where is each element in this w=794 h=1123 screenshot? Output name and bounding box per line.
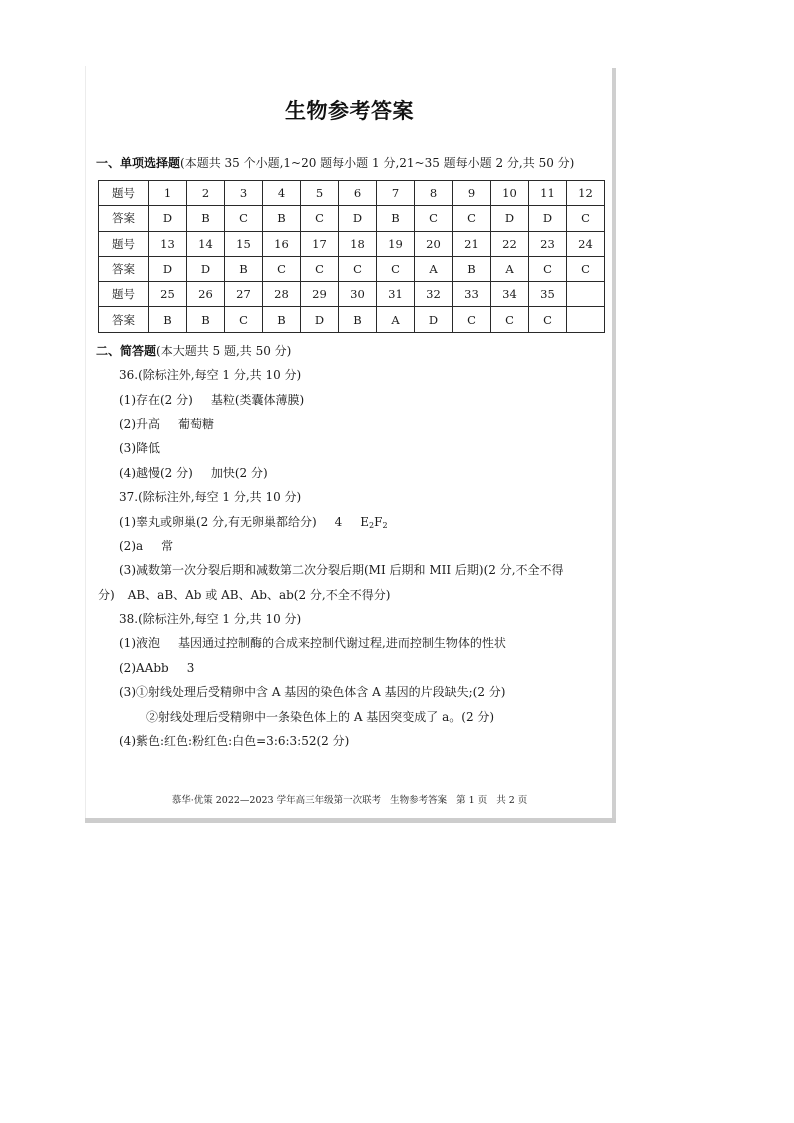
table-row-answers (99, 206, 605, 231)
q36-answer-2-part-2: 葡萄糖 (178, 416, 215, 431)
question-number-cell: 16 (263, 231, 301, 256)
q37-answer-3-text: (3)减数第一次分裂后期和减数第二次分裂后期(MI 后期和 MII 后期)(2 分,不全不得 (119, 563, 564, 578)
question-number-cell: 15 (225, 231, 263, 256)
table-row-question-numbers (99, 231, 605, 256)
answer-cell: C (263, 256, 301, 281)
answer-cell: B (149, 307, 187, 332)
section2-label: 二、简答题 (96, 343, 157, 358)
table-row-question-numbers (99, 282, 605, 307)
q38-answer-3-line-2 (86, 705, 612, 729)
question-number-cell: 8 (415, 181, 453, 206)
page-shadow-right (612, 68, 616, 823)
question-number-cell: 30 (339, 282, 377, 307)
answer-cell: A (491, 256, 529, 281)
answer-cell: C (377, 256, 415, 281)
q38-answer-3-item-1: (3)①射线处理后受精卵中含 A 基因的染色体含 A 基因的片段缺失;(2 分) (119, 685, 506, 700)
question-number-cell: 25 (149, 282, 187, 307)
footer-page-number: 第 1 页 (456, 795, 488, 806)
question-number-cell: 17 (301, 231, 339, 256)
answer-cell: B (263, 206, 301, 231)
question-number-cell: 3 (225, 181, 263, 206)
q36-answer-4 (86, 461, 612, 485)
answer-cell: B (339, 307, 377, 332)
q38-header (86, 607, 612, 631)
answer-cell: C (339, 256, 377, 281)
table-row-answers (99, 307, 605, 332)
q37-answer-3-continuation: 分) (98, 587, 115, 602)
answer-cell: C (567, 256, 605, 281)
q36-header-text: 36.(除标注外,每空 1 分,共 10 分) (119, 368, 302, 383)
answer-cell: D (415, 307, 453, 332)
question-number-cell: 33 (453, 282, 491, 307)
q38-answer-4 (86, 729, 612, 753)
q37-answer-3-genotypes: AB、aB、Ab 或 AB、Ab、ab(2 分,不全不得分) (127, 587, 391, 602)
q37-answer-1 (86, 510, 612, 534)
answer-cell: B (187, 206, 225, 231)
q38-answer-2-part-1: (2)AAbb (119, 660, 169, 675)
question-number-cell: 6 (339, 181, 377, 206)
q37-answer-2-part-1: (2)a (119, 538, 144, 553)
q36-answer-1-part-1: (1)存在(2 分) (119, 392, 193, 407)
section1-note: (本题共 35 个小题,1~20 题每小题 1 分,21~35 题每小题 2 分,共 50 分) (180, 156, 575, 170)
question-number-cell: 23 (529, 231, 567, 256)
answer-cell: A (415, 256, 453, 281)
question-number-cell: 12 (567, 181, 605, 206)
answer-cell: D (301, 307, 339, 332)
q37-answer-2-part-2: 常 (161, 538, 174, 553)
answer-cell: C (225, 206, 263, 231)
question-number-cell: 31 (377, 282, 415, 307)
genotype-e-subscript: 2 (369, 520, 375, 530)
answer-cell: B (225, 256, 263, 281)
question-number-cell: 27 (225, 282, 263, 307)
question-number-cell: 18 (339, 231, 377, 256)
question-number-cell: 19 (377, 231, 415, 256)
genotype-e: E (360, 514, 370, 529)
q37-answer-1-text: (1)睾丸或卵巢(2 分,有无卵巢都给分) (119, 514, 317, 529)
answer-cell: C (453, 206, 491, 231)
question-number-cell: 34 (491, 282, 529, 307)
answer-cell: A (377, 307, 415, 332)
answer-cell: D (339, 206, 377, 231)
answer-cell: C (301, 206, 339, 231)
answer-cell: D (149, 206, 187, 231)
answer-cell: C (301, 256, 339, 281)
question-number-cell: 14 (187, 231, 225, 256)
q37-answer-2 (86, 534, 612, 558)
q36-header (86, 363, 612, 387)
answer-cell (567, 307, 605, 332)
answer-cell: B (263, 307, 301, 332)
footer-page-total: 共 2 页 (496, 795, 528, 806)
question-number-cell: 1 (149, 181, 187, 206)
question-number-cell: 2 (187, 181, 225, 206)
question-number-cell: 26 (187, 282, 225, 307)
answer-table (98, 180, 605, 333)
q36-answer-4-part-1: (4)越慢(2 分) (119, 465, 193, 480)
answer-cell: C (453, 307, 491, 332)
section1-label: 一、单项选择题 (96, 156, 181, 170)
q36-answer-1-part-2: 基粒(类囊体薄膜) (210, 392, 305, 407)
table-row-question-numbers (99, 181, 605, 206)
q38-answer-3-item-2: ②射线处理后受精卵中一条染色体上的 A 基因突变成了 a。(2 分) (146, 709, 495, 724)
table-row-label: 题号 (99, 231, 149, 256)
section2-heading (86, 339, 612, 363)
q36-answer-2 (86, 412, 612, 436)
q38-answer-3-line-1 (86, 680, 612, 704)
answer-cell: B (187, 307, 225, 332)
answer-cell: B (377, 206, 415, 231)
answer-cell: D (491, 206, 529, 231)
question-number-cell: 22 (491, 231, 529, 256)
answer-cell: C (529, 256, 567, 281)
section2 (86, 339, 612, 754)
footer-exam-name: 慕华·优策 2022—2023 学年高三年级第一次联考 (171, 795, 382, 806)
question-number-cell: 28 (263, 282, 301, 307)
q37-header-text: 37.(除标注外,每空 1 分,共 10 分) (119, 490, 302, 505)
q36-answer-4-part-2: 加快(2 分) (210, 465, 268, 480)
question-number-cell: 4 (263, 181, 301, 206)
q37-answer-1-number: 4 (334, 514, 343, 529)
table-row-label: 题号 (99, 282, 149, 307)
q38-answer-1 (86, 631, 612, 655)
q38-answer-2-part-2: 3 (186, 660, 195, 675)
page-title: 生物参考答案 (285, 99, 414, 123)
table-row-answers (99, 256, 605, 281)
table-row-label: 答案 (99, 256, 149, 281)
q38-answer-2 (86, 656, 612, 680)
answer-table-body (99, 181, 605, 333)
q37-answer-1-genotype (360, 515, 387, 529)
question-number-cell: 10 (491, 181, 529, 206)
answer-cell: C (225, 307, 263, 332)
question-number-cell: 5 (301, 181, 339, 206)
q38-answer-4-text: (4)紫色:红色:粉红色:白色=3:6:3:52(2 分) (119, 734, 350, 749)
answer-cell: D (149, 256, 187, 281)
page-shadow-bottom (85, 818, 616, 823)
table-row-label: 答案 (99, 307, 149, 332)
question-number-cell: 9 (453, 181, 491, 206)
answer-cell: C (415, 206, 453, 231)
answer-cell: D (529, 206, 567, 231)
q37-header (86, 485, 612, 509)
answer-cell: B (453, 256, 491, 281)
genotype-f-subscript: 2 (382, 520, 388, 530)
q38-answer-1-part-2: 基因通过控制酶的合成来控制代谢过程,进而控制生物体的性状 (178, 636, 506, 651)
question-number-cell: 21 (453, 231, 491, 256)
question-number-cell: 13 (149, 231, 187, 256)
q36-answer-1 (86, 388, 612, 412)
q38-answer-1-part-1: (1)液泡 (119, 636, 160, 651)
q37-answer-3-line-1 (86, 558, 612, 582)
answer-cell: C (529, 307, 567, 332)
question-number-cell: 11 (529, 181, 567, 206)
q36-answer-3 (86, 436, 612, 460)
section2-note: (本大题共 5 题,共 50 分) (156, 343, 292, 358)
answer-sheet-page (85, 66, 612, 818)
question-number-cell: 32 (415, 282, 453, 307)
q36-answer-3-text: (3)降低 (119, 441, 160, 456)
table-row-label: 题号 (99, 181, 149, 206)
q37-answer-3-line-2 (86, 583, 612, 607)
question-number-cell (567, 282, 605, 307)
question-number-cell: 29 (301, 282, 339, 307)
question-number-cell: 35 (529, 282, 567, 307)
question-number-cell: 7 (377, 181, 415, 206)
footer-document-name: 生物参考答案 (390, 795, 448, 806)
section1-heading (96, 153, 611, 173)
page-footer (86, 794, 612, 808)
answer-cell: D (187, 256, 225, 281)
q36-answer-2-part-1: (2)升高 (119, 416, 160, 431)
answer-cell: C (491, 307, 529, 332)
table-row-label: 答案 (99, 206, 149, 231)
answer-cell: C (567, 206, 605, 231)
q38-header-text: 38.(除标注外,每空 1 分,共 10 分) (119, 612, 302, 627)
question-number-cell: 20 (415, 231, 453, 256)
question-number-cell: 24 (567, 231, 605, 256)
genotype-f: F (374, 514, 383, 529)
